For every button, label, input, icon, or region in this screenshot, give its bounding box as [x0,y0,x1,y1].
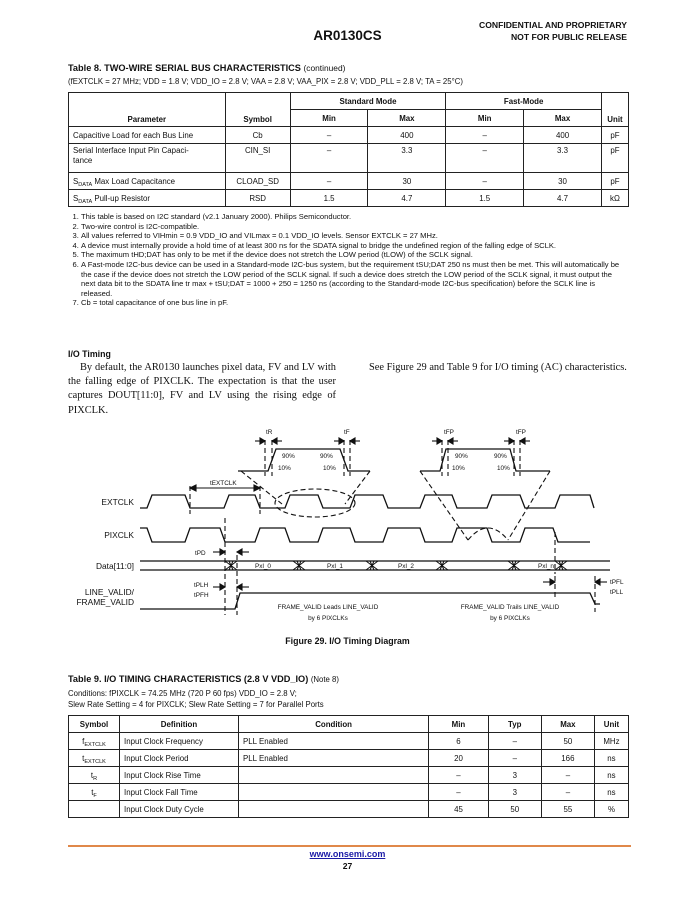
cell-max: 55 [541,801,594,818]
signal-label-frame-valid: FRAME_VALID [76,597,134,607]
cell-min: – [429,784,489,801]
col-header-parameter: Parameter [69,93,226,127]
col-header-symbol: Symbol [69,716,120,733]
col-header-std-max: Max [368,110,446,127]
confidential-notice [479,19,627,43]
signal-label-data: Data[11:0] [95,561,134,571]
cell-unit: pF [601,127,628,144]
cell-fast-min: – [446,127,524,144]
table-row [69,173,629,190]
cell-typ: – [488,750,541,767]
cell-fast-min: 1.5 [446,190,524,207]
cell-symbol: CLOAD_SD [225,173,290,190]
cell-unit: pF [601,173,628,190]
col-header-condition: Condition [239,716,429,733]
cell-min: – [429,767,489,784]
signal-label-extclk: EXTCLK [101,497,134,507]
label-10pct: 10% [278,465,291,472]
note-7: 7. Cb = total capacitance of one bus line in pF. [81,298,628,308]
table9-conditions-line1: Conditions: fPIXCLK = 74.25 MHz (720 P 60 fps) VDD_IO = 2.8 V; [68,689,297,698]
table9 [68,715,629,818]
label-90pct: 90% [455,453,468,460]
cell-symbol: CIN_SI [225,144,290,173]
cell-fast-max: 400 [524,127,602,144]
note-3: 3. All values referred to VIHmin = 0.9 VDD_IO and VILmax = 0.1 VDD_IO levels. Sensor EXTCLK = 27 MHz. [81,231,628,241]
cell-unit: % [594,801,628,818]
page-number: 27 [342,861,353,871]
cell-fast-min: – [446,173,524,190]
note-2: 2. Two-wire control is I2C-compatible. [81,222,628,232]
cell-std-max: 30 [368,173,446,190]
label-90pct: 90% [494,453,507,460]
cell-fast-min: – [446,144,524,173]
cell-symbol: Cb [225,127,290,144]
confidential-line-1: CONFIDENTIAL AND PROPRIETARY [478,20,627,30]
cell-unit: pF [601,144,628,173]
col-header-standard-mode: Standard Mode [290,93,446,110]
cell-std-min: – [290,173,368,190]
table9-conditions [68,688,324,710]
data-word-pxl0: Pxl_0 [255,563,271,570]
table8-title-text: Table 8. TWO-WIRE SERIAL BUS CHARACTERISTICS [68,63,301,73]
signal-label-pixclk: PIXCLK [104,530,134,540]
cell-typ: 50 [488,801,541,818]
label-10pct: 10% [323,465,336,472]
cell-typ: 3 [488,784,541,801]
table-row [69,801,629,818]
cell-unit: ns [594,767,628,784]
cell-std-max: 4.7 [368,190,446,207]
io-timing-paragraph-2: See Figure 29 and Table 9 for I/O timing (AC) characteristics. [369,362,627,373]
cell-unit: ns [594,750,628,767]
cell-definition: Input Clock Period [120,750,239,767]
label-tpfl: tPFL [610,579,624,586]
annotation-fv-leads: FRAME_VALID Leads LINE_VALID [277,604,379,611]
cell-condition: PLL Enabled [239,750,429,767]
cell-definition: Input Clock Fall Time [120,784,239,801]
table9-title-text: Table 9. I/O TIMING CHARACTERISTICS (2.8 V VDD_IO) [68,674,309,684]
cell-max: 50 [541,733,594,750]
label-tfp-1: tFP [444,429,454,436]
label-tfp-2: tFP [516,429,526,436]
cell-std-min: 1.5 [290,190,368,207]
cell-symbol: $f_{EXTCLK}$ [69,733,120,750]
label-tr: tR [266,429,273,436]
label-tf: tF [344,429,350,436]
figure-caption: Figure 29. I/O Timing Diagram [285,636,410,646]
footer-divider [68,845,631,847]
table-row [69,733,629,750]
label-10pct: 10% [452,465,465,472]
cell-fast-max: 4.7 [524,190,602,207]
data-word-pxl2: Pxl_2 [398,563,414,570]
confidential-line-2: NOT FOR PUBLIC RELEASE [510,32,627,42]
cell-std-min: – [290,127,368,144]
cell-parameter: $S_{DATA}$ Pull-up Resistor [69,190,226,207]
table8-title-suffix: (continued) [303,63,346,73]
pixclk-waveform [140,528,590,542]
col-header-symbol: Symbol [225,93,290,127]
cell-condition [239,801,429,818]
table9-conditions-line2: Slew Rate Setting = 4 for PIXCLK; Slew Rate Setting = 7 for Parallel Ports [68,700,324,709]
col-header-typ: Typ [488,716,541,733]
cell-parameter: $S_{DATA}$ Max Load Capacitance [69,173,226,190]
label-tpfh: tPFH [194,592,209,599]
signal-label-line-valid: LINE_VALID/ [84,587,134,597]
data-word-pxl1: Pxl_1 [327,563,343,570]
note-1: 1. This table is based on I2C standard (v2.1 January 2000). Philips Semiconductor. [81,212,628,222]
cell-condition: PLL Enabled [239,733,429,750]
table-row [69,767,629,784]
cell-fast-max: 30 [524,173,602,190]
table9-title-note: (Note 8) [310,675,339,684]
col-header-fast-mode: Fast-Mode [446,93,602,110]
label-10pct: 10% [497,465,510,472]
io-timing-paragraph-1: By default, the AR0130 launches pixel data, FV and LV with the falling edge of PIXCLK. The expectation is that the user captures DOUT[11:0], FV and LV using the rising edge of PIXCLK. [68,362,336,416]
cell-condition [239,767,429,784]
cell-max: 166 [541,750,594,767]
table8-notes [68,212,628,308]
table-row [69,144,629,173]
col-header-fast-max: Max [524,110,602,127]
cell-definition: Input Clock Frequency [120,733,239,750]
cell-symbol [69,801,120,818]
data-word-pxln: Pxl_n [538,563,554,570]
note-6: 6. A Fast-mode I2C-bus device can be used in a Standard-mode I2C-bus system, but the requirement tSU;DAT 250 ns must then be met. This will automatically be the case if the device does not stretch the LOW period of the SCLK signal. If such a device does stretch the LOW period of the SCLK signal, it must output the next data bit to the SDATA line tr max + tSU;DAT = 1000 + 250 = 1250 ns (according to the Standard-mode I2C-bus specification) before the SCLK line is released. [81,260,628,298]
label-tplh: tPLH [194,582,209,589]
table-row [69,190,629,207]
cell-parameter: Capacitive Load for each Bus Line [69,127,226,144]
label-90pct: 90% [282,453,295,460]
note-5: 5. The maximum tHD;DAT has only to be met if the device does not stretch the LOW period (tLOW) of the SCLK signal. [81,250,628,260]
table-row [69,127,629,144]
label-90pct: 90% [320,453,333,460]
section-heading-io-timing: I/O Timing [68,349,111,359]
col-header-std-min: Min [290,110,368,127]
document-title: AR0130CS [313,28,382,43]
cell-min: 20 [429,750,489,767]
cell-symbol: RSD [225,190,290,207]
cell-max: – [541,784,594,801]
cell-parameter: Serial Interface Input Pin Capaci- tance [69,144,226,173]
cell-max: – [541,767,594,784]
cell-definition: Input Clock Duty Cycle [120,801,239,818]
cell-typ: 3 [488,767,541,784]
col-header-unit: Unit [594,716,628,733]
table8-conditions: (fEXTCLK = 27 MHz; VDD = 1.8 V; VDD_IO = 2.8 V; VAA = 2.8 V; VAA_PIX = 2.8 V; VDD_PLL = 2.8 V; TA = 25°C) [68,77,463,86]
cell-std-max: 3.3 [368,144,446,173]
table-row [69,750,629,767]
col-header-fast-min: Min [446,110,524,127]
cell-definition: Input Clock Rise Time [120,767,239,784]
cell-fast-max: 3.3 [524,144,602,173]
col-header-unit: Unit [601,93,628,127]
table8 [68,92,629,207]
cell-symbol: $t_R$ [69,767,120,784]
table-row [69,784,629,801]
note-4: 4. A device must internally provide a hold time of at least 300 ns for the SDATA signal to bridge the undefined region of the falling edge of SCLK. [81,241,628,251]
footer-website-link[interactable]: www.onsemi.com [309,849,386,859]
io-timing-diagram [0,420,695,625]
annotation-fv-trails: FRAME_VALID Trails LINE_VALID [460,604,560,611]
label-tpd: tPD [195,550,206,557]
table8-title [68,63,345,73]
cell-min: 45 [429,801,489,818]
col-header-max: Max [541,716,594,733]
table9-title [68,674,339,684]
col-header-definition: Definition [120,716,239,733]
cell-symbol: $t_{EXTCLK}$ [69,750,120,767]
cell-symbol: $t_F$ [69,784,120,801]
cell-condition [239,784,429,801]
label-textclk: tEXTCLK [210,480,237,487]
annotation-fv-trails-count: by 6 PIXCLKs [490,615,530,622]
cell-unit: kΩ [601,190,628,207]
col-header-min: Min [429,716,489,733]
extclk-waveform [140,495,594,508]
cell-unit: ns [594,784,628,801]
cell-unit: MHz [594,733,628,750]
cell-std-max: 400 [368,127,446,144]
cell-std-min: – [290,144,368,173]
label-tpll: tPLL [610,589,624,596]
cell-typ: – [488,733,541,750]
cell-min: 6 [429,733,489,750]
annotation-fv-leads-count: by 6 PIXCLKs [308,615,348,622]
